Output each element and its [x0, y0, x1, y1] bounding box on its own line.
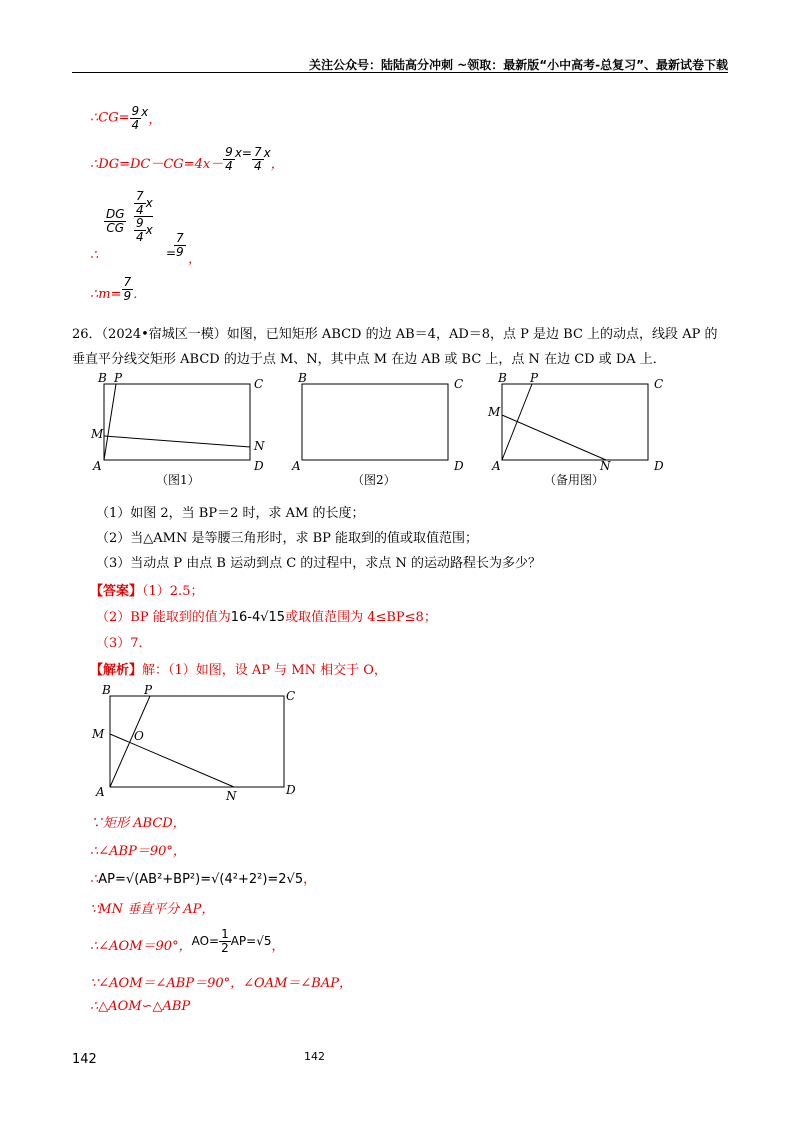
fig2-label-a: A — [292, 459, 301, 473]
analysis-step-5: ∴∠AOM＝90°， AO= $\frac{1}{2}$ AP=√5 ， — [90, 927, 285, 955]
header-rule — [72, 72, 728, 73]
analysis-step-6: ∵∠AOM＝∠ABP＝90°，∠OAM＝∠BAP， — [90, 976, 352, 991]
analysis-step-3: ∴AP=√(AB²+BP²)=√(4²+2²)=2√5， — [90, 872, 317, 887]
question-1: （1）如图 2，当 BP＝2 时，求 AM 的长度； — [96, 506, 365, 521]
analysis-tag: 【解析】 — [90, 663, 143, 678]
fig3-label-m: M — [488, 405, 501, 419]
analysis-label-c: C — [286, 689, 296, 703]
question-3: （3）当动点 P 由点 B 运动到点 C 的过程中，求点 N 的运动路程长为多少？ — [96, 556, 541, 571]
fig2-label-c: C — [454, 377, 464, 391]
problem-line-2: 垂直平分线交矩形 ABCD 的边于点 M、N，其中点 M 在边 AB 或 BC 上，点 N 在边 CD 或 DA 上． — [72, 352, 666, 367]
solution-line-cg: ∴CG= $\frac{9}{4}$ x， — [90, 104, 162, 132]
fig2-rectangle — [302, 384, 448, 460]
analysis-label-a: A — [96, 785, 105, 799]
answer-expression: 16-4√15 — [230, 610, 286, 625]
fig2-label-b: B — [298, 371, 307, 385]
answer-tag: 【答案】 — [90, 584, 143, 599]
analysis-segment-mn — [110, 734, 234, 787]
analysis-label-p: P — [144, 683, 153, 697]
fig2-caption: （图2） — [352, 473, 396, 487]
analysis-intro: 【解析】解：（1）如图，设 AP 与 MN 相交于 O， — [90, 663, 387, 678]
fig1-segment-mn — [104, 436, 250, 447]
fig3-label-n: N — [600, 459, 611, 473]
fig3-rectangle — [502, 384, 648, 460]
fig3-label-b: B — [498, 371, 507, 385]
fig1-label-b: B — [98, 371, 107, 385]
analysis-step-2: ∴∠ABP＝90°， — [90, 844, 186, 859]
analysis-label-d: D — [286, 783, 296, 797]
fig3-label-d: D — [654, 459, 664, 473]
fig3-segment-mn — [502, 415, 606, 460]
problem-line-1: 26．（2024•宿城区一模）如图，已知矩形 ABCD 的边 AB＝4，AD＝8，点 P 是边 BC 上的动点，线段 AP 的 — [72, 327, 718, 342]
analysis-step-1: ∵矩形 ABCD， — [90, 816, 186, 831]
fig1-segment-ap — [104, 384, 116, 460]
fig3-label-c: C — [654, 377, 664, 391]
figure-2 — [291, 371, 464, 487]
fig1-rectangle — [104, 384, 250, 460]
analysis-label-n: N — [226, 789, 237, 803]
answer-line-3: （3）7． — [96, 636, 152, 651]
answer-line-1: 【答案】（1）2.5； — [90, 584, 204, 599]
fig3-caption: （备用图） — [544, 473, 605, 487]
page-header: 关注公众号：陆陆高分冲刺 ~领取：最新版“小中高考-总复习”、最新试卷下载 — [309, 58, 728, 72]
fig1-caption: （图1） — [156, 473, 200, 487]
fig3-label-p: P — [530, 371, 539, 385]
page-number-left: 142 — [72, 1052, 97, 1067]
fig1-label-d: D — [254, 459, 264, 473]
fig1-label-m: M — [91, 427, 104, 441]
fig1-label-n: N — [254, 439, 265, 453]
compound-fraction: $\frac{7}{4}$ x $\frac{9}{4}$ x — [136, 189, 153, 244]
analysis-step-4: ∵MN 垂直平分 AP， — [90, 902, 215, 917]
figure-1 — [90, 371, 265, 487]
analysis-label-m: M — [92, 727, 105, 741]
fig2-label-d: D — [454, 459, 464, 473]
problem-figures — [88, 368, 688, 492]
page-number-center: 142 — [304, 1050, 325, 1063]
figure-3 — [487, 371, 664, 487]
question-2: （2）当△AMN 是等腰三角形时，求 BP 能取到的值或取值范围； — [96, 531, 479, 546]
solution-line-m: ∴m= $\frac{7}{9}$ ． — [90, 275, 147, 303]
fig1-label-a: A — [93, 459, 102, 473]
fig3-label-a: A — [492, 459, 501, 473]
analysis-figure — [88, 680, 308, 804]
analysis-segment-ap — [110, 696, 150, 787]
fig1-label-p: P — [114, 371, 123, 385]
analysis-label-b: B — [102, 683, 111, 697]
solution-line-dg: ∴DG=DC－CG=4x－ $\frac{9}{4}$ x= $\frac{7}{4}$ x， — [90, 145, 284, 173]
ap-length-expression: AP=√(AB²+BP²)=√(4²+2²)=2√5 — [98, 872, 304, 887]
answer-line-2: （2）BP 能取到的值为16-4√15或取值范围为 4≤BP≤8； — [96, 610, 437, 625]
analysis-label-o: O — [134, 729, 144, 743]
analysis-step-7: ∴△AOM∽△ABP — [90, 999, 191, 1014]
fig1-label-c: C — [254, 377, 264, 391]
